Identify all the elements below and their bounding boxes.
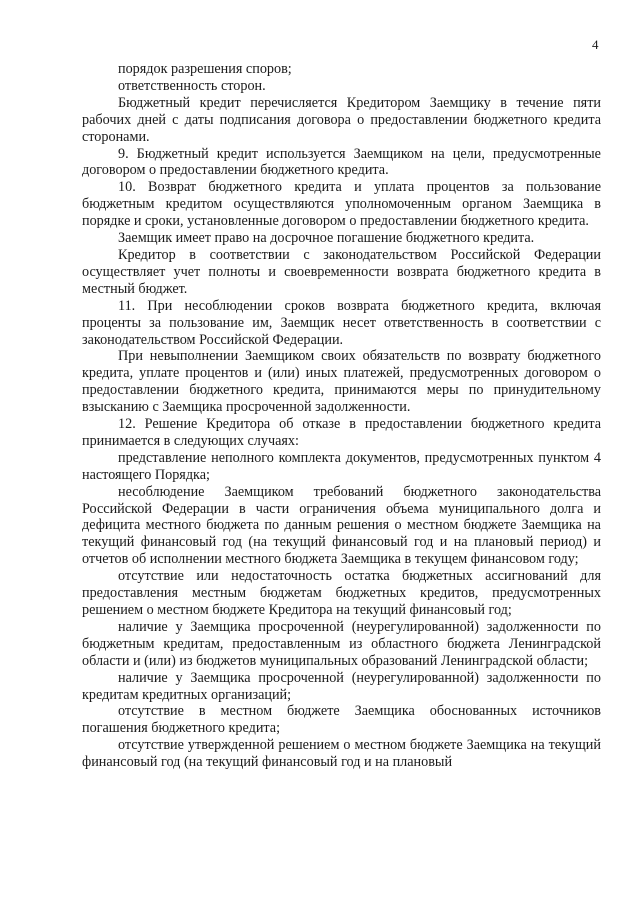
paragraph: отсутствие в местном бюджете Заемщика обоснованных источников погашения бюджетного кредита;: [82, 703, 601, 737]
paragraph: Кредитор в соответствии с законодательством Российской Федерации осуществляет учет полноты и своевременности возврата бюджетного кредита в местный бюджет.: [82, 246, 601, 297]
paragraph: 12. Решение Кредитора об отказе в предоставлении бюджетного кредита принимается в следующих случаях:: [82, 416, 601, 449]
paragraph: представление неполного комплекта документов, предусмотренных пунктом 4 настоящего Порядка;: [82, 449, 601, 483]
paragraph: ответственность сторон.: [118, 77, 266, 94]
paragraph: наличие у Заемщика просроченной (неурегулированной) задолженности по бюджетным кредитам, предоставленным из областного бюджета Ленинградской области и (или) из бюджетов муниципальных образований Ленинградской области;: [82, 618, 601, 669]
paragraph: порядок разрешения споров;: [118, 61, 292, 77]
paragraph: несоблюдение Заемщиком требований бюджетного законодательства Российской Федерации в части ограничения объема муниципального долга и дефицита местного бюджета по данным решения о местном бюджете Заемщика на текущий финансовый год (на текущий финансовый год и на плановый период) и отчетов об исполнении местного бюджета Заемщика в текущем финансовом году;: [82, 483, 601, 568]
paragraph: отсутствие или недостаточность остатка бюджетных ассигнований для предоставления местным бюджетам бюджетных кредитов, предусмотренных решением о местном бюджете Кредитора на текущий финансовый год;: [82, 568, 601, 618]
paragraph: Бюджетный кредит перечисляется Кредитором Заемщику в течение пяти рабочих дней с даты подписания договора о предоставлении бюджетного кредита сторонами.: [82, 94, 601, 145]
paragraph: 11. При несоблюдении сроков возврата бюджетного кредита, включая проценты за пользование им, Заемщик несет ответственность в соответствии с законодательством Российской Федерации.: [82, 297, 601, 348]
paragraph: 9. Бюджетный кредит используется Заемщиком на цели, предусмотренные договором о предоставлении бюджетного кредита.: [82, 145, 601, 179]
paragraph: Заемщик имеет право на досрочное погашение бюджетного кредита.: [118, 230, 535, 247]
paragraph: При невыполнении Заемщиком своих обязательств по возврату бюджетного кредита, уплате процентов и (или) иных платежей, предусмотренных договором о предоставлении бюджетного кредита, принимаются меры по принудительному взысканию с Заемщика просроченной задолженности.: [82, 348, 601, 416]
paragraph: наличие у Заемщика просроченной (неурегулированной) задолженности по кредитам кредитных организаций;: [82, 669, 601, 703]
paragraph: 10. Возврат бюджетного кредита и уплата процентов за пользование бюджетным кредитом осуществляются уполномоченным органом Заемщика в порядке и сроки, установленные договором о предоставлении бюджетного кредита.: [82, 179, 601, 230]
page-number: 4: [592, 37, 599, 52]
paragraph: отсутствие утвержденной решением о местном бюджете Заемщика на текущий финансовый год (на текущий финансовый год и на плановый: [82, 737, 601, 771]
document-body: [82, 61, 601, 771]
